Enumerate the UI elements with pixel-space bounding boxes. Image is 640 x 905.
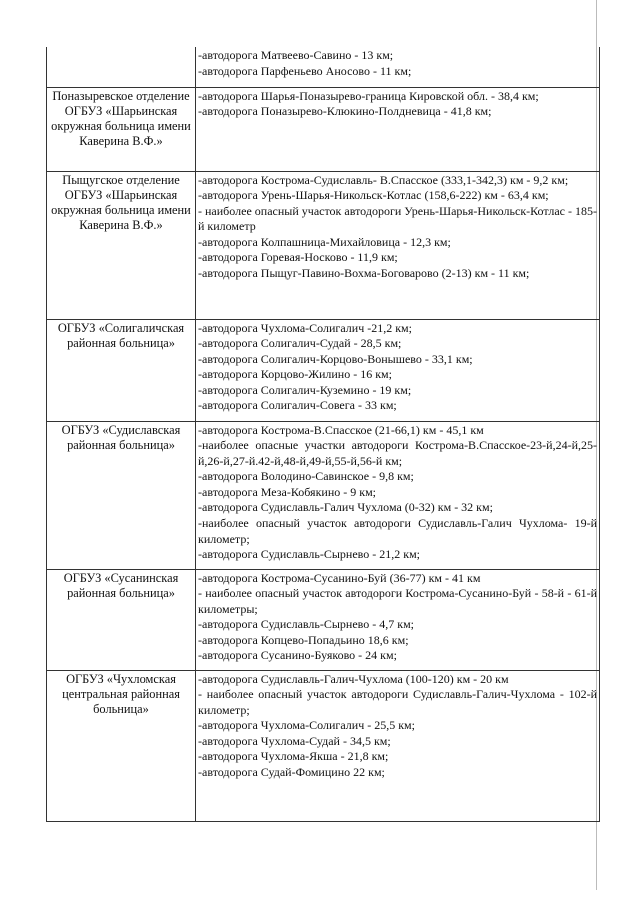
road-line: -автодорога Корцово-Жилино - 16 км; — [198, 367, 392, 382]
road-line: -автодорога Чухлома-Солигалич -21,2 км; — [198, 320, 412, 335]
road-line: -автодорога Матвеево-Савино - 13 км; — [198, 48, 394, 62]
road-line: -автодорога Солигалич-Куземино - 19 км; — [198, 382, 412, 397]
table-row — [47, 421, 600, 569]
road-line: -автодорога Пыщуг-Павино-Вохма-Боговарово (2-13) км - 11 км; — [198, 266, 530, 281]
road-line: - наиболее опасный участок автодороги Урень-Шарья-Никольск-Котлас - 185-й километр — [198, 203, 597, 234]
road-line: - наиболее опасный участок автодороги Судиславль-Галич-Чухлома - 102-й километр; — [198, 687, 597, 717]
table-row — [47, 87, 600, 171]
table-row — [47, 171, 600, 319]
road-line: -автодорога Судиславль-Сырнево - 4,7 км; — [198, 617, 415, 632]
roads-cell — [196, 421, 600, 569]
org-cell: Пыщугское отделение ОГБУЗ «Шарьинская окружная больница имени Каверина В.Ф.» — [47, 171, 196, 319]
road-line: -автодорога Кострома-Судиславль- В.Спасское (333,1-342,3) км - 9,2 км; — [198, 172, 569, 187]
road-line: -автодорога Шарья-Поназырево-граница Кировской обл. - 38,4 км; — [198, 88, 539, 103]
road-line: -автодорога Парфеньево Аносово - 11 км; — [198, 63, 412, 78]
org-cell: Поназыревское отделение ОГБУЗ «Шарьинская окружная больница имени Каверина В.Ф.» — [47, 87, 196, 171]
road-line: -автодорога Судай-Фомицино 22 км; — [198, 765, 385, 780]
road-line: -автодорога Судиславль-Галич Чухлома (0-32) км - 32 км; — [198, 500, 493, 515]
road-line: -наиболее опасные участки автодороги Кострома-В.Спасское-23-й,24-й,25-й,26-й,27-й.42-й,48-й,49-й,55-й,56-й км; — [198, 438, 597, 468]
roads-cell — [196, 569, 600, 670]
road-line: -автодорога Горевая-Носково - 11,9 км; — [198, 250, 398, 265]
road-line: -автодорога Судиславль-Сырнево - 21,2 км; — [198, 547, 421, 562]
road-line: -автодорога Чухлома-Солигалич - 25,5 км; — [198, 718, 415, 733]
table-row — [47, 47, 600, 87]
roads-table — [46, 47, 600, 822]
road-line: -автодорога Солигалич-Судай - 28,5 км; — [198, 336, 402, 351]
table-row — [47, 670, 600, 821]
road-line: -автодорога Меза-Кобякино - 9 км; — [198, 484, 376, 499]
road-line: -автодорога Судиславль-Галич-Чухлома (100-120) км - 20 км — [198, 671, 509, 686]
road-line: -наиболее опасный участок автодороги Судиславль-Галич Чухлома- 19-й километр; — [198, 516, 597, 546]
road-line: -автодорога Чухлома-Судай - 34,5 км; — [198, 733, 391, 748]
roads-cell — [196, 171, 600, 319]
org-cell: ОГБУЗ «Сусанинская районная больница» — [47, 569, 196, 670]
org-cell: ОГБУЗ «Солигаличская районная больница» — [47, 319, 196, 421]
table-row — [47, 319, 600, 421]
org-cell: ОГБУЗ «Судиславская районная больница» — [47, 421, 196, 569]
road-line: -автодорога Кострома-В.Спасское (21-66,1) км - 45,1 км — [198, 422, 484, 437]
road-line: - наиболее опасный участок автодороги Кострома-Сусанино-Буй - 58-й - 61-й километры; — [198, 586, 597, 616]
org-cell: ОГБУЗ «Чухломская центральная районная больница» — [47, 670, 196, 821]
roads-cell — [196, 87, 600, 171]
table-row — [47, 569, 600, 670]
roads-cell — [196, 670, 600, 821]
road-line: -автодорога Поназырево-Клюкино-Полдневица - 41,8 км; — [198, 104, 492, 119]
road-line: -автодорога Кострома-Сусанино-Буй (36-77) км - 41 км — [198, 570, 481, 585]
road-line: -автодорога Володино-Савинское - 9,8 км; — [198, 469, 414, 484]
road-line: -автодорога Чухлома-Якша - 21,8 км; — [198, 749, 389, 764]
road-line: -автодорога Сусанино-Буяково - 24 км; — [198, 648, 397, 663]
roads-cell — [196, 47, 600, 87]
road-line: -автодорога Солигалич-Корцово-Вонышево - 33,1 км; — [198, 351, 473, 366]
org-cell — [47, 47, 196, 87]
road-line: -автодорога Солигалич-Совега - 33 км; — [198, 398, 397, 413]
road-line: -автодорога Копцево-Попадьино 18,6 км; — [198, 632, 409, 647]
roads-cell — [196, 319, 600, 421]
road-line: -автодорога Урень-Шарья-Никольск-Котлас (158,6-222) км - 63,4 км; — [198, 188, 549, 203]
road-line: -автодорога Колпашница-Михайловица - 12,3 км; — [198, 234, 451, 249]
